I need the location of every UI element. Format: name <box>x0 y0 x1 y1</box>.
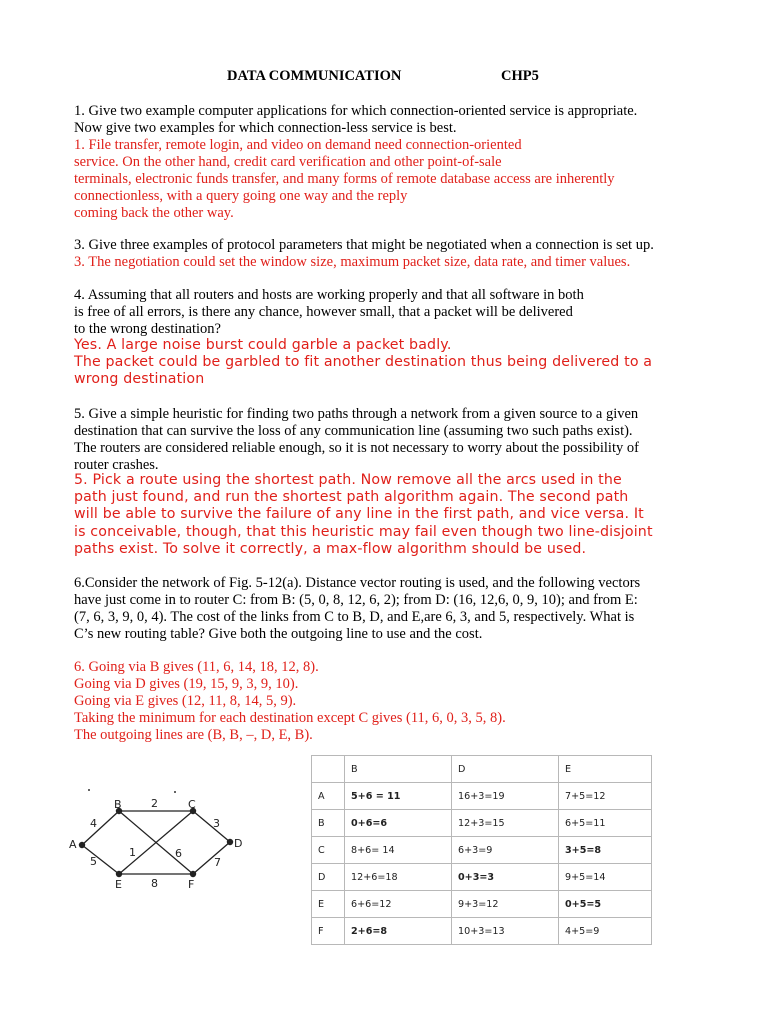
edge-weight-ef: 8 <box>151 877 158 890</box>
q6-question-line: 6.Consider the network of Fig. 5-12(a). Distance vector routing is used, and the following vectors <box>74 575 641 591</box>
q5-answer-line: 5. Pick a route using the shortest path. Now remove all the arcs used in the <box>74 472 622 488</box>
q6-answer-line: Taking the minimum for each destination except C gives (11, 6, 0, 3, 5, 8). <box>74 710 506 726</box>
q3-question <box>74 237 654 254</box>
table-row <box>312 837 652 864</box>
q6-question-line: (7, 6, 3, 9, 0, 4). The cost of the links from C to B, D, and E,are 6, 3, and 5, respectively. What is <box>74 609 635 625</box>
table-cell: 0+6=6 <box>345 810 452 837</box>
dot-mark <box>174 791 176 793</box>
q5-question-line: The routers are considered reliable enough, so it is not necessary to worry about the possibility of <box>74 440 639 456</box>
table-header-cell: B <box>345 756 452 783</box>
table-row <box>312 918 652 945</box>
q4-answer-line: The packet could be garbled to fit another destination thus being delivered to a <box>74 354 653 371</box>
q6-answer <box>74 659 506 744</box>
table-cell: 6+3=9 <box>452 837 559 864</box>
edge-weight-ae: 5 <box>90 855 97 868</box>
q4-question <box>74 287 584 338</box>
table-header-cell <box>312 756 345 783</box>
q3-question-line: 3. Give three examples of protocol parameters that might be negotiated when a connection is set up. <box>74 237 654 253</box>
q5-answer-line: will be able to survive the failure of any line in the first path, and vice versa. It <box>74 506 644 523</box>
q5-question <box>74 406 639 474</box>
table-cell: C <box>312 837 345 864</box>
q5-answer-line: is conceivable, though, that this heuristic may fail even though two line-disjoint <box>74 523 653 540</box>
table-cell: A <box>312 783 345 810</box>
q4-answer <box>74 337 652 389</box>
node-d <box>227 839 233 845</box>
table-cell: D <box>312 864 345 891</box>
edge-f-d <box>193 842 230 874</box>
doc-title: DATA COMMUNICATION <box>227 68 402 84</box>
edge-weight-bf: 6 <box>175 847 182 860</box>
q5-question-line: 5. Give a simple heuristic for finding two paths through a network from a given source to a given <box>74 406 639 422</box>
q1-answer <box>74 137 615 222</box>
q5-answer <box>74 472 653 558</box>
q6-answer-line: The outgoing lines are (B, B, –, D, E, B). <box>74 727 313 743</box>
node-label-f: F <box>188 878 195 891</box>
table-cell: 9+5=14 <box>559 864 652 891</box>
table-row <box>312 810 652 837</box>
q1-answer-line: 1. File transfer, remote login, and video on demand need connection-oriented <box>74 137 522 153</box>
table-cell: 4+5=9 <box>559 918 652 945</box>
q3-answer-line: 3. The negotiation could set the window size, maximum packet size, data rate, and timer values. <box>74 254 631 270</box>
q4-answer-line: Yes. A large noise burst could garble a packet badly. <box>74 337 452 353</box>
q6-question-line: C’s new routing table? Give both the outgoing line to use and the cost. <box>74 626 483 642</box>
q5-answer-line: path just found, and run the shortest path algorithm again. The second path <box>74 489 629 506</box>
q6-answer-line: Going via E gives (12, 11, 8, 14, 5, 9). <box>74 693 297 709</box>
q1-answer-line: service. On the other hand, credit card verification and other point-of-sale <box>74 154 502 170</box>
table-cell: 16+3=19 <box>452 783 559 810</box>
q1-answer-line: connectionless, with a query going one way and the reply <box>74 188 408 204</box>
table-cell: E <box>312 891 345 918</box>
q5-question-line: router crashes. <box>74 457 159 473</box>
edge-weight-fd: 7 <box>214 856 221 869</box>
q4-answer-line: wrong destination <box>74 371 205 388</box>
table-header-cell: E <box>559 756 652 783</box>
edge-weight-ab: 4 <box>90 817 97 830</box>
table-cell: 2+6=8 <box>345 918 452 945</box>
table-cell: 10+3=13 <box>452 918 559 945</box>
network-diagram <box>62 778 252 894</box>
node-a <box>79 842 85 848</box>
q5-question-line: destination that can survive the loss of any communication line (assuming two such paths exist). <box>74 423 633 439</box>
table-cell: 3+5=8 <box>559 837 652 864</box>
node-label-a: A <box>69 838 77 851</box>
edge-a-e <box>82 845 119 874</box>
edge-weight-bc: 2 <box>151 797 158 810</box>
node-label-d: D <box>234 837 243 850</box>
q3-answer <box>74 254 630 271</box>
table-cell: 5+6 = 11 <box>345 783 452 810</box>
q1-question <box>74 103 637 137</box>
q5-answer-line: paths exist. To solve it correctly, a max-flow algorithm should be used. <box>74 540 587 557</box>
table-cell: 9+3=12 <box>452 891 559 918</box>
table-cell: F <box>312 918 345 945</box>
node-e <box>116 871 122 877</box>
table-cell: 0+5=5 <box>559 891 652 918</box>
q4-question-line: to the wrong destination? <box>74 321 221 337</box>
routing-table <box>311 755 652 945</box>
q1-answer-line: terminals, electronic funds transfer, and many forms of remote database access are inherently <box>74 171 615 187</box>
chapter-label: CHP5 <box>501 68 539 84</box>
table-cell: B <box>312 810 345 837</box>
node-label-e: E <box>115 878 122 891</box>
q6-answer-line: Going via D gives (19, 15, 9, 3, 9, 10). <box>74 676 299 692</box>
node-label-c: C <box>188 798 196 811</box>
q6-question-line: have just come in to router C: from B: (5, 0, 8, 12, 6, 2); from D: (16, 12,6, 0, 9, 10); and from E: <box>74 592 638 608</box>
table-header-row <box>312 756 652 783</box>
q4-question-line: is free of all errors, is there any chance, however small, that a packet will be delivered <box>74 304 573 320</box>
edge-a-b <box>82 811 119 845</box>
table-cell: 8+6= 14 <box>345 837 452 864</box>
q1-question-line: 1. Give two example computer applications for which connection-oriented service is appropriate. <box>74 103 638 119</box>
table-cell: 0+3=3 <box>452 864 559 891</box>
table-cell: 12+6=18 <box>345 864 452 891</box>
node-f <box>190 871 196 877</box>
table-row <box>312 783 652 810</box>
q4-question-line: 4. Assuming that all routers and hosts are working properly and that all software in both <box>74 287 584 303</box>
dot-mark <box>88 789 90 791</box>
q6-question <box>74 575 640 643</box>
table-cell: 12+3=15 <box>452 810 559 837</box>
edge-c-d <box>193 811 230 842</box>
table-header-cell: D <box>452 756 559 783</box>
edge-weight-ce: 1 <box>129 846 136 859</box>
q6-answer-line: 6. Going via B gives (11, 6, 14, 18, 12, 8). <box>74 659 319 675</box>
q1-answer-line: coming back the other way. <box>74 205 234 221</box>
table-row <box>312 891 652 918</box>
q1-question-line: Now give two examples for which connection-less service is best. <box>74 120 457 136</box>
table-cell: 6+5=11 <box>559 810 652 837</box>
edge-weight-cd: 3 <box>213 817 220 830</box>
node-label-b: B <box>114 798 122 811</box>
table-cell: 7+5=12 <box>559 783 652 810</box>
table-cell: 6+6=12 <box>345 891 452 918</box>
table-row <box>312 864 652 891</box>
